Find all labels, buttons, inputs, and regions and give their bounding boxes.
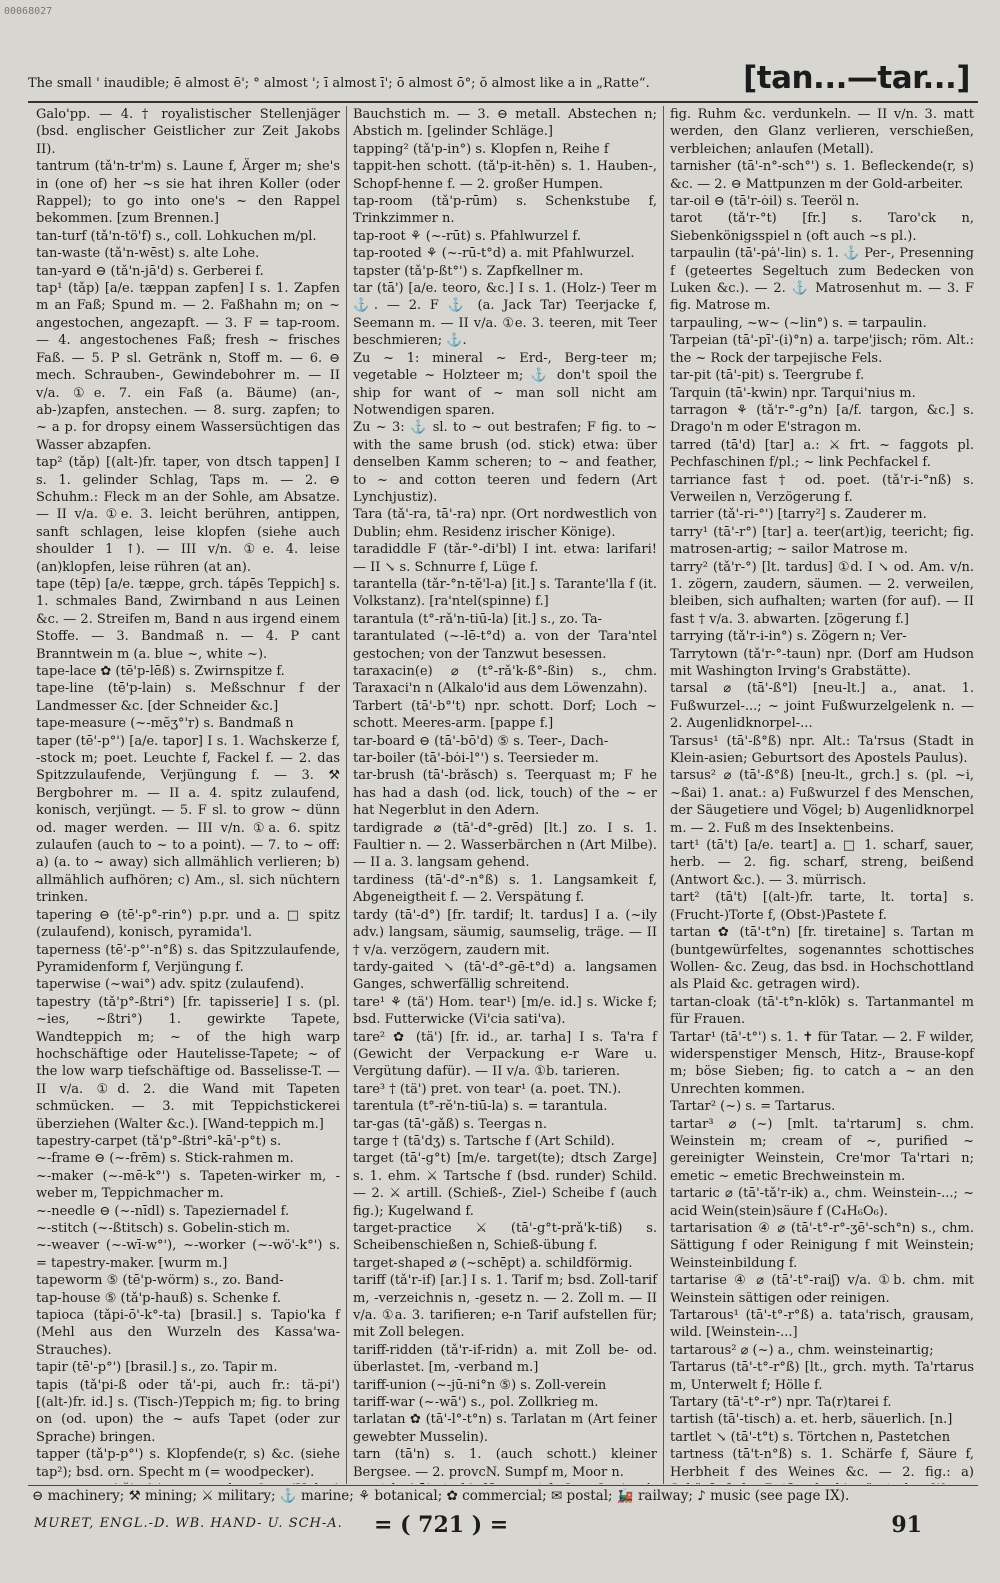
dictionary-entry: tare² ✿ (tä') [fr. id., ar. tarha] I s. Ta'ra f (Gewicht der Verpackung e-r Ware u. Vergütung dafür). — II v/a. ①b. tarieren. (353, 1029, 657, 1080)
dictionary-entry: tap-house ⑤ (tǎ'p-hauß) s. Schenke f. (36, 1290, 282, 1306)
dictionary-entry: taraxacin(e) ⌀ (t°-rǎ'k-ß°-ßin) s., chm. Taraxaci'n n (Alkalo'id aus dem Löwenzahn). (353, 664, 657, 697)
dictionary-entry: tarantula (t°-rǎ'n-tiū-la) [it.] s., zo. Ta- (353, 611, 603, 627)
dictionary-entry: tarragon ⚘ (tǎ'r-°-g°n) [a/f. targon, &c.] s. Drago'n m oder E'stragon m. (670, 402, 974, 436)
dictionary-entry: ~-stitch (~-ßtitsch) s. Gobelin-stich m. (36, 1221, 291, 1236)
dictionary-entry: tartarous² ⌀ (~) a., chm. weinsteinartig; (670, 1342, 934, 1358)
page-footer (34, 1508, 976, 1542)
dictionary-entry: tape (tēp) [a/e. tæppe, grch. tápēs Teppich] s. 1. schmales Band, Zwirnband n aus Leinen &c. — 2. Streifen m, Band n aus irgend einem Stoffe. — 3. Bandmaß n. — 4. P cant Branntwein m (a. blue ~, white ~). (36, 576, 340, 662)
dictionary-entry: tartarisation ④ ⌀ (tā'-t°-r°-ʒē'-sch°n) s., chm. Sättigung f oder Reinigung f mit Weinstein; Weinsteinbildung f. (670, 1221, 974, 1271)
dictionary-entry: Tartar¹ (tā'-t°') s. 1. ✝ für Tatar. — 2. F wilder, widerspenstiger Mensch, Hitz-, Brause-kopf m; böse Sieben; fig. to catch a ~ an den Unrechten kommen. (670, 1029, 974, 1097)
dictionary-entry: tartarise ④ ⌀ (tā'-t°-raiʃ) v/a. ①b. chm. mit Weinstein sättigen oder reinigen. (670, 1273, 974, 1306)
dictionary-entry: tarrier (tǎ'-ri-°') [tarry²] s. Zauderer m. (670, 507, 927, 523)
dictionary-entry: tap² (tǎp) [(alt-)fr. taper, von dtsch tappen] I s. 1. gelinder Schlag, Taps m. — 2. ⊖ Schuhm.: Fleck m an der Sohle, am Absatze. — II v/a. ①e. 3. leicht berühren, antippen, sanft schlagen, leise klopfen (siehe auch shoulder 1 ↑). — III v/n. ①e. 4. leise (an)klopfen, leise rühren (at an). (36, 455, 340, 575)
dictionary-entry: tarlatan ✿ (tā'-l°-t°n) s. Tarlatan m (Art feiner gewebter Musselin). (353, 1412, 657, 1445)
dictionary-entry: tartar³ ⌀ (~) [mlt. ta'rtarum] s. chm. Weinstein m; cream of ~, purified ~ gereinigter Weinstein, Cre'mor Ta'rtari n; emetic ~ emetic Brechweinstein m. (670, 1116, 974, 1184)
dictionary-entry: tappit-hen schott. (tǎ'p-it-hĕn) s. 1. Hauben-, Schopf-henne f. — 2. großer Humpen. (353, 159, 657, 192)
page-header (28, 58, 970, 102)
dictionary-entry: target (tā'-g°t) [m/e. target(te); dtsch Zarge] s. 1. ehm. ⚔ Tartsche f (bsd. runder) Schild. — 2. ⚔ artill. (Schieß-, Ziel-) Scheibe f (auch fig.); Kugelwand f. (353, 1151, 657, 1219)
dictionary-entry: tapping² (tǎ'p-in°) s. Klopfen n, Reihe f (353, 141, 609, 157)
header-rule (28, 101, 978, 103)
dictionary-entry: target-shaped ⌀ (~schēpt) a. schildförmig. (353, 1255, 633, 1271)
dictionary-entry: tar-board ⊖ (tā'-bō'd) ⑤ s. Teer-, Dach- (353, 733, 609, 749)
dictionary-entry: taper (tē'-p°') [a/e. tapor] I s. 1. Wachskerze f, -stock m; poet. Leuchte f, Fackel f. — 2. das Spitzzulaufende, Verjüngung f. — 3. ⚒ Bergbohrer m. — II a. 4. spitz zulaufend, konisch, verjüngt. — 5. F sl. to grow ~ dünn od. mager werden. — III v/n. ①a. 6. spitz zulaufen (auch to ~ to a point). — 7. to ~ off: a) (a. to ~ away) sich allmählich verlieren; b) allmählich aufhören; c) Am., sl. sich nüchtern trinken. (36, 733, 340, 906)
symbol-legend: ⊖ machinery; ⚒ mining; ⚔ military; ⚓ marine; ⚘ botanical; ✿ commercial; ✉ postal; 🚂 railway; ♪ music (see page IX). (32, 1488, 850, 1504)
dictionary-entry: tapeworm ⑤ (tē'p-wörm) s., zo. Band- (36, 1273, 284, 1289)
dictionary-entry: tart² (tā't) [(alt-)fr. tarte, lt. torta] s. (Frucht-)Torte f, (Obst-)Pastete f. (670, 890, 974, 923)
dictionary-entry: tare¹ ⚘ (tä') Hom. tear¹) [m/e. id.] s. Wicke f; bsd. Futterwicke (Vi'cia sati'va). (353, 994, 657, 1028)
dictionary-entry: tantrum (tǎ'n-tr'm) s. Laune f, Ärger m; she's in (one of) her ~s sie hat ihren Koller (oder Rappel); to go into one's ~ den Rappel bekommen. [zum Brennen.] (36, 159, 340, 227)
dictionary-entry (36, 1481, 340, 1484)
dictionary-entry: tarred (tā'd) [tar] a.: ⚔ frt. ~ faggots pl. Pechfaschinen f/pl.; ~ link Pechfackel f. (670, 437, 974, 471)
page-number: 91 (891, 1512, 922, 1538)
dictionary-entry: Bauchstich m. — 3. ⊖ metall. Abstechen n; Abstich m. [gelinder Schläge.] (353, 107, 657, 140)
dictionary-entry: tapis (tǎ'pi-ß oder tǎ'-pi, auch fr.: tä-pi') [(alt-)fr. id.] s. (Tisch-)Teppich m; fig. to bring on (od. upon) the ~ aufs Tapet (oder zur Sprache) bringen. (36, 1377, 340, 1445)
dictionary-entry: tarriance fast † od. poet. (tǎ'r-i-°nß) s. Verweilen n, Verzögerung f. (670, 472, 974, 505)
dictionary-entry: tardy (tā'-d°) [fr. tardif; lt. tardus] I a. (~ily adv.) langsam, säumig, saumselig, träge. — II † v/a. verzögern, zaudern mit. (353, 907, 657, 958)
dictionary-entry: tapir (tē'-p°') [brasil.] s., zo. Tapir m. (36, 1360, 278, 1376)
dictionary-entry: tariff-union (~-jū-ni°n ⑤) s. Zoll-verein (353, 1377, 607, 1393)
dictionary-entry: tartlet ↘ (tā'-t°t) s. Törtchen n, Pastetchen (670, 1429, 951, 1445)
dictionary-entry: tartan-cloak (tā'-t°n-klōk) s. Tartanmantel m für Frauen. (670, 994, 974, 1028)
dictionary-entry: tare³ † (tä') pret. von tear¹ (a. poet. TN.). (353, 1081, 622, 1097)
dictionary-entry: target-practice ⚔ (tā'-g°t-prǎ'k-tiß) s. Scheibenschießen n, Schieß-übung f. (353, 1221, 657, 1254)
dictionary-entry: tape-measure (~-mĕʒ°'r) s. Bandmaß n (36, 716, 294, 732)
dictionary-entry: tape-lace ✿ (tē'p-lēß) s. Zwirnspitze f. (36, 664, 285, 679)
dictionary-entry: tar-pit (tā'-pit) s. Teergrube f. (670, 368, 865, 384)
dictionary-entry: tap¹ (tǎp) [a/e. tæppan zapfen] I s. 1. Zapfen m an Faß; Spund m. — 2. Faßhahn m; on ~ angestochen, angezapft. — 3. F = tap-room. — 4. angestochenes Faß; fresh ~ frisches Faß. — 5. P sl. Getränk n, Stoff m. — 6. ⊖ mech. Schrauben-, Gewindebohrer m. — II v/a. ①e. 7. ein Faß (a. Bäume) (an-, ab-)zapfen, anstechen. — 8. surg. zapfen; to ~ a p. for dropsy einem Wassersüchtigen das Wasser abzapfen. (36, 281, 340, 453)
dictionary-entry: tap-rooted ⚘ (~-rū-t°d) a. mit Pfahlwurzel. (353, 246, 635, 262)
dictionary-entry: tarpaulin (tā'-pȧ'-lin) s. 1. ⚓ Per-, Presenning f (geteertes Segeltuch zum Bedecken von Luken &c.). — 2. ⚓ Matrosenhut m. — 3. F fig. Matrose m. (670, 246, 974, 314)
dictionary-entry: tan-yard ⊖ (tǎ'n-jā'd) s. Gerberei f. (36, 263, 264, 279)
dictionary-entry: tarry¹ (tā'-r°) [tar] a. teer(art)ig, teericht; fig. matrosen-artig; ~ sailor Matrose m. (670, 524, 974, 558)
dictionary-entry: tariff-war (~-wā') s., pol. Zollkrieg m. (353, 1395, 599, 1411)
dictionary-columns (30, 106, 980, 1484)
dictionary-entry: tan-turf (tǎ'n-tö'f) s., coll. Lohkuchen m/pl. (36, 228, 317, 244)
dictionary-entry: Tartar² (~) s. = Tartarus. (670, 1099, 836, 1115)
dictionary-entry: Tarsus¹ (tā'-ß°ß) npr. Alt.: Ta'rsus (Stadt in Klein-asien; Geburtsort des Apostels Paulus). (670, 733, 974, 767)
dictionary-entry: ~-needle ⊖ (~-nīdl) s. Tapeziernadel f. (36, 1203, 290, 1219)
dictionary-entry: tarrying (tǎ'r-i-in°) s. Zögern n; Ver- (670, 629, 907, 645)
dictionary-entry: tartan ✿ (tā'-t°n) [fr. tiretaine] s. Tartan m (buntgewürfeltes, sogenanntes schottisches Wollen- &c. Zeug, das bsd. in Hochschottland als Plaid &c. getragen wird). (670, 925, 974, 993)
dictionary-entry: ~-maker (~-mē-k°') s. Tapeten-wirker m, -weber m, Teppichmacher m. (36, 1168, 340, 1202)
dictionary-entry: tapestry (tǎ'p°-ßtri°) [fr. tapisserie] I s. (pl. ~ies, ~ßtri°) 1. gewirkte Tapete, Wandteppich m; ~ of the high warp hochschäftige oder Hautelisse-Tapete; ~ of the low warp tiefschäftige od. Basselisse-T. — II v/a. ①d. 2. die Wand mit Tapeten schmücken. — 3. mit Teppichstickerei überziehen (Walter &c.). [Wand-teppich m.] (36, 994, 340, 1132)
dictionary-entry: Tara (tǎ'-ra, tā'-ra) npr. (Ort nordwestlich von Dublin; ehm. Residenz irischer Könige). (353, 507, 657, 540)
dictionary-entry: tariff (tǎ'r-if) [ar.] I s. 1. Tarif m; bsd. Zoll-tarif m, -verzeichnis n, -gesetz n. — 2. Zoll m. — II v/a. ①a. 3. tarifieren; e-n Tarif aufstellen für; mit Zoll belegen. (353, 1273, 657, 1341)
column-1 (30, 106, 346, 1484)
dictionary-entry: ~-frame ⊖ (~-frēm) s. Stick-rahmen m. (36, 1151, 294, 1167)
dictionary-entry: tarsus² ⌀ (tā'-ß°ß) [neu-lt., grch.] s. (pl. ~i, ~ßai) 1. anat.: a) Fußwurzel f des Menschen, der Säugetiere und Vögel; b) Augenlidknorpel m. — 2. Fuß m des Insektenbeins. (670, 768, 974, 836)
footer-rule (28, 1485, 978, 1486)
dictionary-entry: tan-waste (tǎ'n-wēst) s. alte Lohe. (36, 246, 260, 262)
dictionary-entry: tapioca (tǎpi-ō'-k°-ta) [brasil.] s. Tapio'ka f (Mehl aus den Wurzeln des Kassa'wa-Strauches). (36, 1308, 340, 1358)
dictionary-entry: tarn (tā'n) s. 1. (auch schott.) kleiner Bergsee. — 2. provcN. Sumpf m, Moor n. (353, 1447, 657, 1480)
dictionary-entry: Zu ~ 3: ⚓ sl. to ~ out bestrafen; F fig. to ~ with the same brush (od. stick) etwa: über denselben Kamm scheren; to ~ and feather, to ~ and cotton teeren und federn (Art Lynchjustiz). (353, 420, 657, 505)
dictionary-entry: tap-room (tǎ'p-rūm) s. Schenkstube f, Trinkzimmer n. (353, 194, 657, 227)
dictionary-entry: tarpauling, ~w~ (~lin°) s. = tarpaulin. (670, 315, 927, 331)
dictionary-entry: Tartarus (tā'-t°-r°ß) [lt., grch. myth. Ta'rtarus m, Unterwelt f; Hölle f. (670, 1360, 974, 1393)
dictionary-entry: tardiness (tā'-d°-n°ß) s. 1. Langsamkeit f, Abgeneigtheit f. — 2. Verspätung f. (353, 872, 657, 906)
dictionary-entry: ~-weaver (~-wī-w°'), ~-worker (~-wö'-k°') s. = tapestry-maker. [wurm m.] (36, 1238, 340, 1271)
dictionary-entry: tar-brush (tā'-brǎsch) s. Teerquast m; F he has had a dash (od. lick, touch) of the ~ er hat Negerblut in den Adern. (353, 768, 657, 819)
dictionary-entry: Tarquin (tā'-kwin) npr. Tarqui'nius m. (670, 385, 916, 401)
guide-words: [tan...—tar...] (743, 60, 970, 96)
column-2 (346, 106, 663, 1484)
dictionary-entry: taperwise (~wai°) adv. spitz (zulaufend). (36, 977, 305, 993)
dictionary-entry: tarot (tǎ'r-°t) [fr.] s. Taro'ck n, Siebenkönigsspiel n (oft auch ~s pl.). (670, 211, 974, 244)
dictionary-entry: tariff-ridden (tǎ'r-if-ridn) a. mit Zoll be- od. überlastet. [m, -verband m.] (353, 1342, 657, 1376)
dictionary-entry: tarry² (tǎ'r-°) [lt. tardus] ①d. I ↘ od. Am. v/n. 1. zögern, zaudern, säumen. — 2. verweilen, bleiben, sich aufhalten; warten (for auf). — II fast † v/a. 3. abwarten. [zögerung f.] (670, 559, 974, 627)
dictionary-entry: tartish (tā'-tisch) a. et. herb, säuerlich. [n.] (670, 1412, 953, 1428)
dictionary-entry: fig. Ruhm &c. verdunkeln. — II v/n. 3. matt werden, den Glanz verlieren, verschießen, verbleichen; anlaufen (Metall). (670, 107, 974, 157)
dictionary-entry: Galo'pp. — 4. † royalistischer Stellenjäger (bsd. englischer Geistlicher zur Zeit Jakobs II). (36, 107, 340, 157)
dictionary-entry: tape-line (tē'p-lain) s. Meßschnur f der Landmesser &c. [der Schneider &c.] (36, 681, 340, 714)
dictionary-entry: Tarpeian (tā'-pī'-(i)°n) a. tarpe'jisch; röm. Alt.: the ~ Rock der tarpejische Fels. (670, 333, 974, 366)
dictionary-entry: tarantulated (~-lē-t°d) a. von der Tara'ntel gestochen; von der Tanzwut besessen. (353, 629, 657, 662)
dictionary-entry: tapering ⊖ (tē'-p°-rin°) p.pr. und a. □ spitz (zulaufend), konisch, pyramida'l. (36, 907, 340, 941)
dictionary-entry: tartness (tā't-n°ß) s. 1. Schärfe f, Säure f, Herbheit f des Weines &c. — 2. fig.: a) (670, 1447, 974, 1480)
pronunciation-key: The small ' inaudible; ē almost ē'; ° almost '; ī almost ī'; ō almost ō°; ŏ almost like a in „Ratte“. (28, 76, 650, 91)
dictionary-entry: tar-gas (tā'-gǎß) s. Teergas n. (353, 1116, 548, 1132)
dictionary-entry: tardigrade ⌀ (tā'-d°-grēd) [lt.] zo. I s. 1. Faultier n. — 2. Wasserbärchen n (Art Milbe). — II a. 3. langsam gehend. (353, 820, 657, 871)
dictionary-entry: tar-boiler (tā'-bȯi-l°') s. Teersieder m. (353, 751, 599, 767)
dictionary-entry: Tartarous¹ (tā'-t°-r°ß) a. tata'risch, grausam, wild. [Weinstein-...] (670, 1308, 974, 1341)
dictionary-entry: tar-oil ⊖ (tā'r-ȯil) s. Teeröl n. (670, 194, 860, 210)
dictionary-entry: taradiddle F (tǎr-°-di'bl) I int. etwa: larifari! — II ↘ s. Schnurre f, Lüge f. (353, 542, 657, 575)
page-id: 00068027 (4, 6, 53, 17)
sheet-number: = ( 721 ) = (374, 1512, 509, 1538)
dictionary-entry: tapestry-carpet (tǎ'p°-ßtri°-kā'-p°t) s. (36, 1133, 282, 1149)
dictionary-entry: tarentula (t°-rĕ'n-tiū-la) s. = tarantula. (353, 1099, 608, 1115)
dictionary-entry: tapper (tǎ'p-p°') s. Klopfende(r, s) &c. (siehe tap²); bsd. orn. Specht m (= woodpecker). (36, 1447, 340, 1480)
dictionary-entry: tartaric ⌀ (tā'-tǎ'r-ik) a., chm. Weinstein-...; ~ acid Wein(stein)säure f (C₄H₆O₆). (670, 1186, 974, 1219)
dictionary-entry: Zu ~ 1: mineral ~ Erd-, Berg-teer m; vegetable ~ Holzteer m; ⚓ don't spoil the ship for want of ~ man soll nicht am Notwendigen sparen. (353, 350, 657, 418)
dictionary-entry (353, 1481, 657, 1484)
dictionary-entry: Tarrytown (tǎ'r-°-taun) npr. (Dorf am Hudson mit Washington Irving's Grabstätte). (670, 646, 974, 679)
dictionary-entry: taperness (tē'-p°'-n°ß) s. das Spitzzulaufende, Pyramidenform f, Verjüngung f. (36, 942, 340, 975)
dictionary-entry: Tarbert (tā'-b°'t) npr. schott. Dorf; Loch ~ schott. Meeres-arm. [pappe f.] (353, 698, 657, 732)
dictionary-entry: tart¹ (tā't) [a/e. teart] a. □ 1. scharf, sauer, herb. — 2. fig. scharf, streng, beißend (Antwort &c.). — 3. mürrisch. (670, 838, 974, 888)
dictionary-entry: tarsal ⌀ (tā'-ß°l) [neu-lt.] a., anat. 1. Fußwurzel-...; ~ joint Fußwurzelgelenk n. — 2. Augenlidknorpel-... (670, 681, 974, 732)
dictionary-entry: tar (tā') [a/e. teoro, &c.] I s. 1. (Holz-) Teer m ⚓. — 2. F ⚓ (a. Jack Tar) Teerjacke f, Seemann m. — II v/a. ①e. 3. teeren, mit Teer beschmieren; ⚓. (353, 281, 657, 349)
dictionary-entry: tarnisher (tā'-n°-sch°') s. 1. Befleckende(r, s) &c. — 2. ⊖ Mattpunzen m der Gold-arbeiter. (670, 159, 974, 192)
publisher-line: MURET, ENGL.-D. WB. HAND- U. SCH-A. (34, 1516, 343, 1531)
dictionary-entry: tap-root ⚘ (~-rūt) s. Pfahlwurzel f. (353, 228, 581, 244)
column-3 (663, 106, 980, 1484)
dictionary-entry: tapster (tǎ'p-ßt°') s. Zapfkellner m. (353, 263, 584, 279)
dictionary-entry: Tartary (tā'-t°-r°) npr. Ta(r)tarei f. (670, 1395, 892, 1411)
dictionary-entry: tardy-gaited ↘ (tā'-d°-gē-t°d) a. langsamen Ganges, schwerfällig schreitend. (353, 959, 657, 993)
dictionary-entry: tarantella (tǎr-°n-tĕ'l-a) [it.] s. Tarante'lla f (it. Volkstanz). [ra'ntel(spinne) f.] (353, 576, 657, 610)
dictionary-entry: targe † (tā'dʒ) s. Tartsche f (Art Schild). (353, 1133, 615, 1149)
